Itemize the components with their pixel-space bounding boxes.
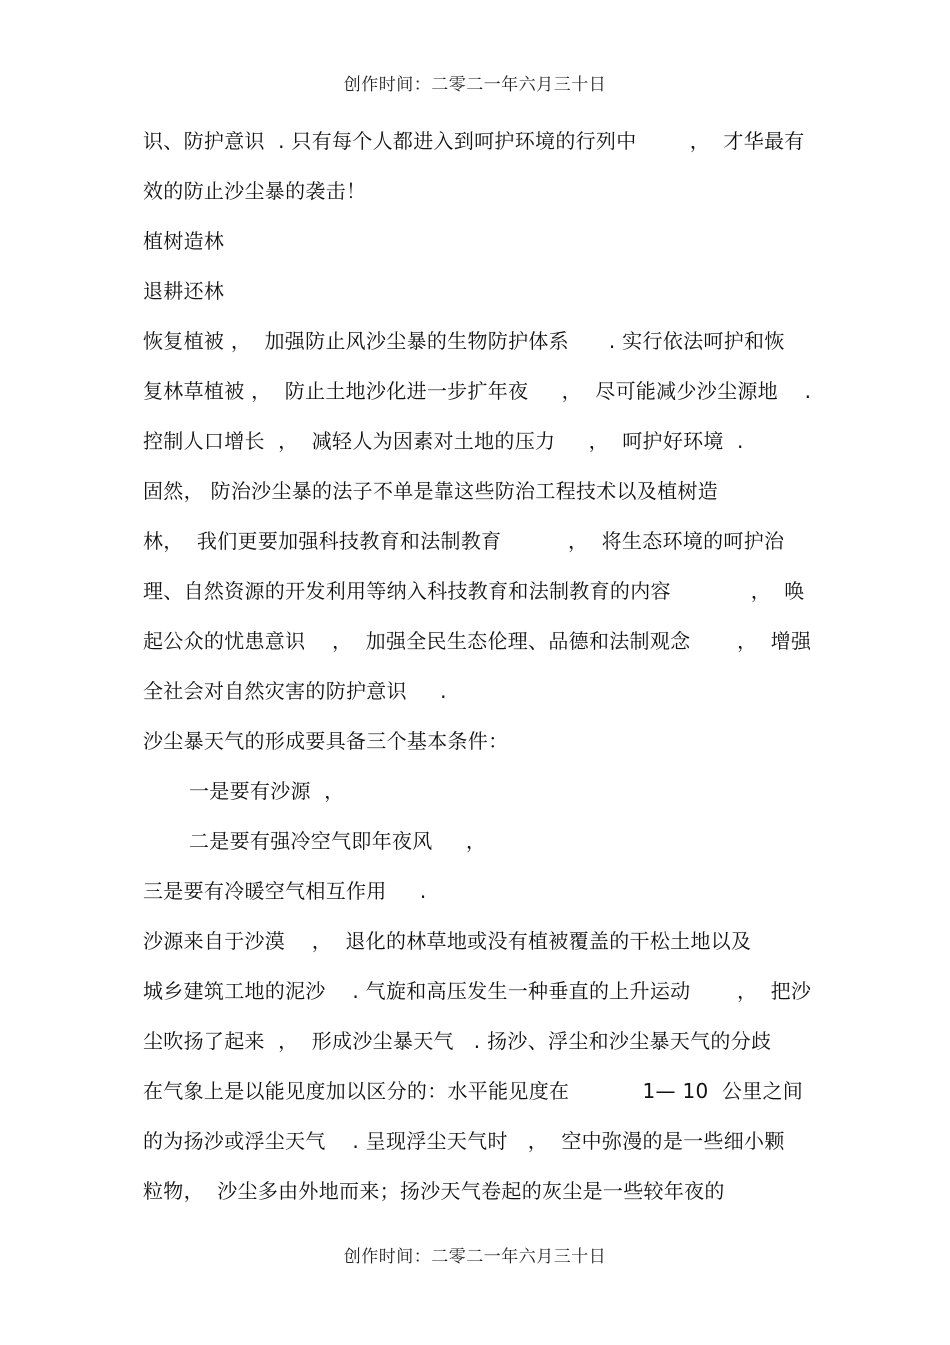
text-line: 城乡建筑工地的泥沙 . 气旋和高压发生一种垂直的上升运动 ， 把沙	[143, 979, 812, 1003]
text-line: 全社会对自然灾害的防护意识 .	[143, 679, 447, 703]
text-line: 的为扬沙或浮尘天气 . 呈现浮尘天气时 ， 空中弥漫的是一些细小颗	[143, 1129, 785, 1153]
text-line: 效的防止沙尘暴的袭击！	[143, 179, 367, 203]
text-line: 植树造林	[143, 229, 225, 253]
text-line: 林， 我们更要加强科技教育和法制教育 ， 将生态环境的呵护治	[143, 529, 785, 553]
text-line: 起公众的忧患意识 ， 加强全民生态伦理、品德和法制观念 ， 增强	[143, 629, 812, 653]
text-line: 二是要有强冷空气即年夜风 ，	[189, 829, 487, 853]
text-line: 尘吹扬了起来 ， 形成沙尘暴天气 . 扬沙、浮尘和沙尘暴天气的分歧	[143, 1029, 772, 1053]
text-line: 控制人口增长 ， 减轻人为因素对土地的压力 ， 呵护好环境 .	[143, 429, 744, 453]
text-line: 沙源来自于沙漠 ， 退化的林草地或没有植被覆盖的干松土地以及	[143, 929, 752, 953]
text-line: 恢复植被 ， 加强防止风沙尘暴的生物防护体系 . 实行依法呵护和恢	[143, 329, 785, 353]
text-line: 在气象上是以能见度加以区分的：水平能见度在 1— 10 公里之间	[143, 1079, 804, 1103]
text-line: 三是要有冷暖空气相互作用 .	[143, 879, 427, 903]
text-line: 复林草植被 ， 防止土地沙化进一步扩年夜 ， 尽可能减少沙尘源地 .	[143, 379, 812, 403]
page-footer: 创作时间：二零二一年六月三十日	[343, 1247, 607, 1267]
document-body	[143, 126, 823, 1226]
text-line: 沙尘暴天气的形成要具备三个基本条件：	[143, 729, 509, 753]
text-line: 粒物， 沙尘多由外地而来；扬沙天气卷起的灰尘是一些较年夜的	[143, 1179, 725, 1203]
text-line: 退耕还林	[143, 279, 225, 303]
text-line: 固然， 防治沙尘暴的法子不单是靠这些防治工程技术以及植树造	[143, 479, 719, 503]
text-line: 理、自然资源的开发利用等纳入科技教育和法制教育的内容 ， 唤	[143, 579, 805, 603]
page-header: 创作时间：二零二一年六月三十日	[343, 75, 607, 95]
text-line: 一是要有沙源 ，	[189, 779, 345, 803]
text-line: 识、防护意识 . 只有每个人都进入到呵护环境的行列中 ， 才华最有	[143, 129, 805, 153]
